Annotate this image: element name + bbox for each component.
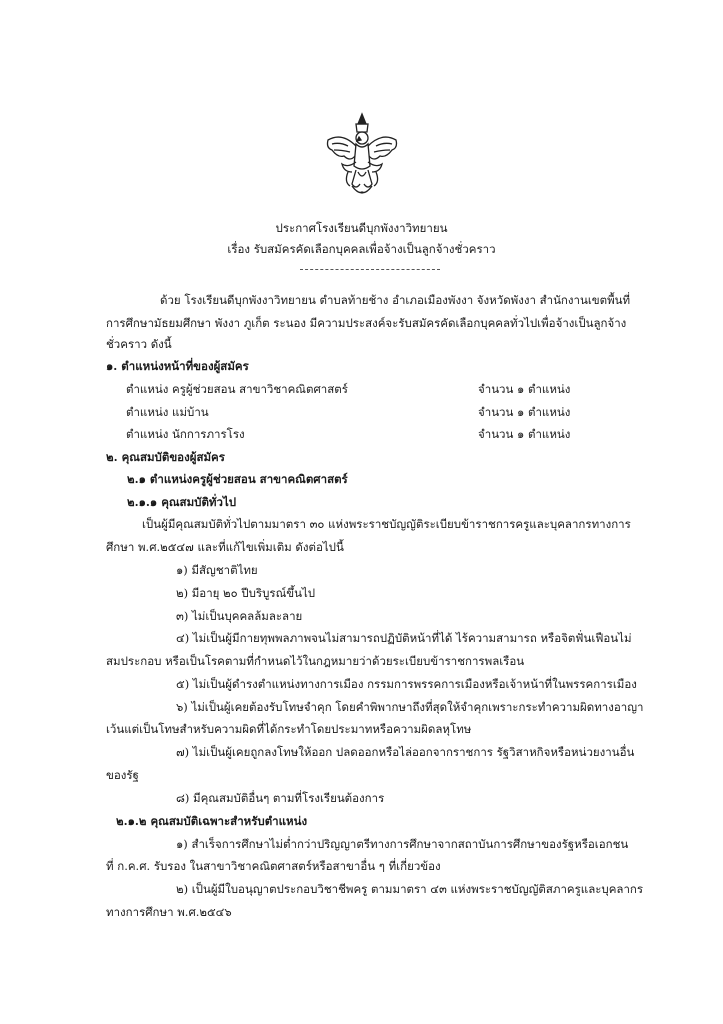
title-divider xyxy=(300,269,440,270)
section-heading: ๑. ตำแหน่งหน้าที่ของผู้สมัคร xyxy=(106,359,249,373)
position-name: ตำแหน่ง นักการภารโรง xyxy=(126,427,245,441)
list-item: ๓) ไม่เป็นบุคคลล้มละลาย xyxy=(176,609,303,623)
list-item-continued: ทางการศึกษา พ.ศ.๒๕๔๖ xyxy=(106,905,232,919)
paragraph-line: เป็นผู้มีคุณสมบัติทั่วไปตามมาตรา ๓๐ แห่งพระราชบัญญัติระเบียบข้าราชการครูและบุคลากรทางการ xyxy=(142,517,631,531)
document-subject: เรื่อง รับสมัครคัดเลือกบุคคลเพื่อจ้างเป็นลูกจ้างชั่วคราว xyxy=(227,242,496,256)
list-item-continued: เว้นแต่เป็นโทษสำหรับความผิดที่ได้กระทำโดยประมาทหรือความผิดลหุโทษ xyxy=(106,722,472,736)
subsection-heading: ๒.๑ ตำแหน่งครูผู้ช่วยสอน สาขาคณิตศาสตร์ xyxy=(127,472,348,486)
list-item-continued: ของรัฐ xyxy=(106,768,139,782)
list-item-continued: สมประกอบ หรือเป็นโรคตามที่กำหนดไว้ในกฎหมายว่าด้วยระเบียบข้าราชการพลเรือน xyxy=(106,654,525,668)
list-item: ๔) ไม่เป็นผู้มีกายทุพพลภาพจนไม่สามารถปฏิบัติหน้าที่ได้ ไร้ความสามารถ หรือจิตฟั่นเฟือนไม่ xyxy=(176,631,632,645)
list-item: ๖) ไม่เป็นผู้เคยต้องรับโทษจำคุก โดยคำพิพากษาถึงที่สุดให้จำคุกเพราะกระทำความผิดทางอาญา xyxy=(176,700,644,714)
subsection-heading: ๒.๑.๒ คุณสมบัติเฉพาะสำหรับตำแหน่ง xyxy=(116,814,308,828)
section-heading: ๒. คุณสมบัติของผู้สมัคร xyxy=(106,450,225,464)
intro-line: ชั่วคราว ดังนี้ xyxy=(106,337,172,351)
list-item: ๑) มีสัญชาติไทย xyxy=(176,563,258,577)
position-count: จำนวน ๑ ตำแหน่ง xyxy=(478,382,571,396)
document-title: ประกาศโรงเรียนดีบุกพังงาวิทยายน xyxy=(275,221,448,235)
position-count: จำนวน ๑ ตำแหน่ง xyxy=(478,427,571,441)
intro-line: ด้วย โรงเรียนดีบุกพังงาวิทยายน ตำบลท้ายช้าง อำเภอเมืองพังงา จังหวัดพังงา สำนักงานเขตพื้นที่ xyxy=(160,293,631,307)
list-item: ๑) สำเร็จการศึกษาไม่ต่ำกว่าปริญญาตรีทางการศึกษาจากสถาบันการศึกษาของรัฐหรือเอกชน xyxy=(176,837,629,851)
intro-line: การศึกษามัธยมศึกษา พังงา ภูเก็ต ระนอง มีความประสงค์จะรับสมัครคัดเลือกบุคคลทั่วไปเพื่อจ้างเป็นลูกจ้าง xyxy=(106,316,627,330)
list-item: ๒) มีอายุ ๒๐ ปีบริบูรณ์ขึ้นไป xyxy=(176,586,316,600)
list-item: ๕) ไม่เป็นผู้ดำรงตำแหน่งทางการเมือง กรรมการพรรคการเมืองหรือเจ้าหน้าที่ในพรรคการเมือง xyxy=(176,677,637,691)
position-count: จำนวน ๑ ตำแหน่ง xyxy=(478,405,571,419)
subsection-heading: ๒.๑.๑ คุณสมบัติทั่วไป xyxy=(127,495,237,509)
position-name: ตำแหน่ง แม่บ้าน xyxy=(126,405,209,419)
list-item-continued: ที่ ก.ค.ศ. รับรอง ในสาขาวิชาคณิตศาสตร์หรือสาขาอื่น ๆ ที่เกี่ยวข้อง xyxy=(106,859,441,873)
position-name: ตำแหน่ง ครูผู้ช่วยสอน สาขาวิชาคณิตศาสตร์ xyxy=(126,382,348,396)
list-item: ๘) มีคุณสมบัติอื่นๆ ตามที่โรงเรียนต้องการ xyxy=(176,791,385,805)
list-item: ๒) เป็นผู้มีใบอนุญาตประกอบวิชาชีพครู ตามมาตรา ๔๓ แห่งพระราชบัญญัติสภาครูและบุคลากร xyxy=(176,882,644,896)
paragraph-line: ศึกษา พ.ศ.๒๕๔๗ และที่แก้ไขเพิ่มเติม ดังต่อไปนี้ xyxy=(106,540,344,554)
list-item: ๗) ไม่เป็นผู้เคยถูกลงโทษให้ออก ปลดออกหรือไล่ออกจากราชการ รัฐวิสาหกิจหรือหน่วยงานอื่น xyxy=(176,745,635,759)
garuda-emblem-icon xyxy=(322,110,402,202)
